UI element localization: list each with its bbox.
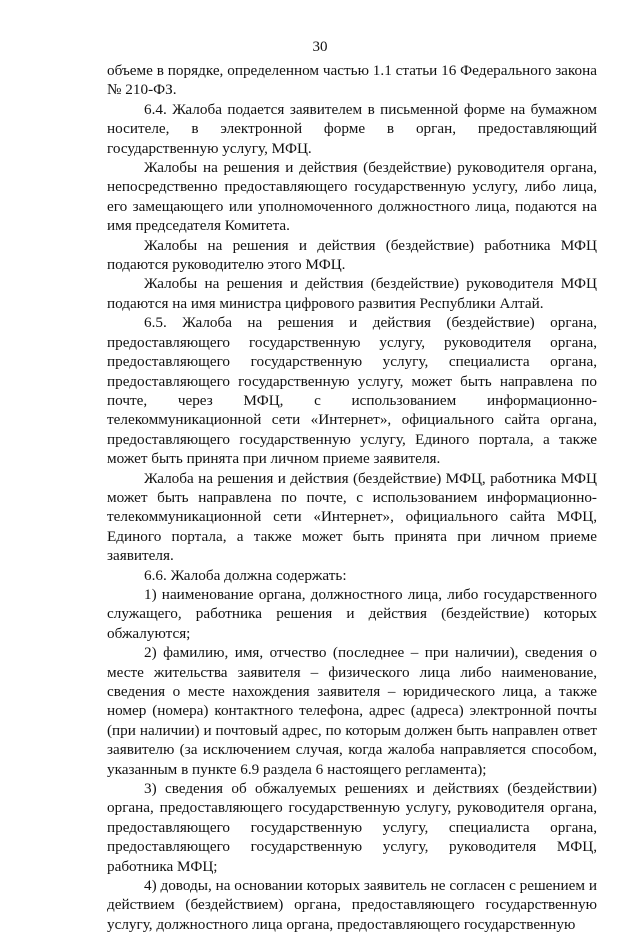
list-item-1: 1) наименование органа, должностного лица, либо государственного служащего, работника решения и действия (бездействие) которых обжалуются; [107,585,597,642]
page-number: 30 [312,39,328,55]
paragraph-complaints-mfc-head: Жалобы на решения и действия (бездействие) руководителя МФЦ подаются на имя министра цифрового развития Республики Алтай. [107,275,597,312]
paragraph-complaints-mfc: Жалоба на решения и действия (бездействие) МФЦ, работника МФЦ может быть направлена по почте, с использованием информационно-телекоммуникационной сети «Интернет», официального сайта МФЦ, Единого портала, а также может быть принята при личном приеме заявителя. [107,469,597,565]
paragraph-complaints-mfc-employee: Жалобы на решения и действия (бездействие) работника МФЦ подаются руководителю этого МФЦ. [107,236,597,274]
list-item-4: 4) доводы, на основании которых заявитель не согласен с решением и действием (бездействием) органа, предоставляющего государственную услугу, должностного лица органа, предоставляющего государственную [107,877,597,933]
paragraph-continuation: объеме в порядке, определенном частью 1.1 статьи 16 Федерального закона № 210-ФЗ. [107,62,597,99]
list-item-3: 3) сведения об обжалуемых решениях и действиях (бездействии) органа, предоставляющего государственную услугу, руководителя органа, предоставляющего государственную услугу, специалиста органа, предоставляющего государственную услугу, руководителя МФЦ, работника МФЦ; [107,780,597,875]
paragraph-6-4: 6.4. Жалоба подается заявителем в письменной форме на бумажном носителе, в электронной форме в орган, предоставляющий государственную услугу, МФЦ. [107,100,597,157]
list-item-2: 2) фамилию, имя, отчество (последнее – при наличии), сведения о месте жительства заявителя – физического лица либо наименование, сведения о месте нахождения заявителя – юридического лица, а также номер (номера) контактного телефона, адрес (адреса) электронной почты (при наличии) и почтовый адрес, по которым должен быть направлен ответ заявителю (за исключением случая, когда жалоба направляется способом, указанным в пункте 6.9 раздела 6 настоящего регламента); [107,644,597,778]
paragraph-6-6: 6.6. Жалоба должна содержать: [144,566,347,584]
paragraph-complaints-head-of-body: Жалобы на решения и действия (бездействие) руководителя органа, непосредственно предоставляющего государственную услугу, либо лица, его замещающего или уполномоченного должностного лица, подаются на имя председателя Комитета. [107,159,597,235]
document-body [107,61,597,934]
paragraph-6-5: 6.5. Жалоба на решения и действия (бездействие) органа, предоставляющего государственную услугу, руководителя органа, предоставляющего государственную услугу, специалиста органа, предоставляющего государственную услугу, может быть направлена по почте, через МФЦ, с использованием информационно-телекоммуникационной сети «Интернет», официального сайта органа, предоставляющего государственную услугу, Единого портала, а также может быть принята при личном приеме заявителя. [107,314,597,468]
